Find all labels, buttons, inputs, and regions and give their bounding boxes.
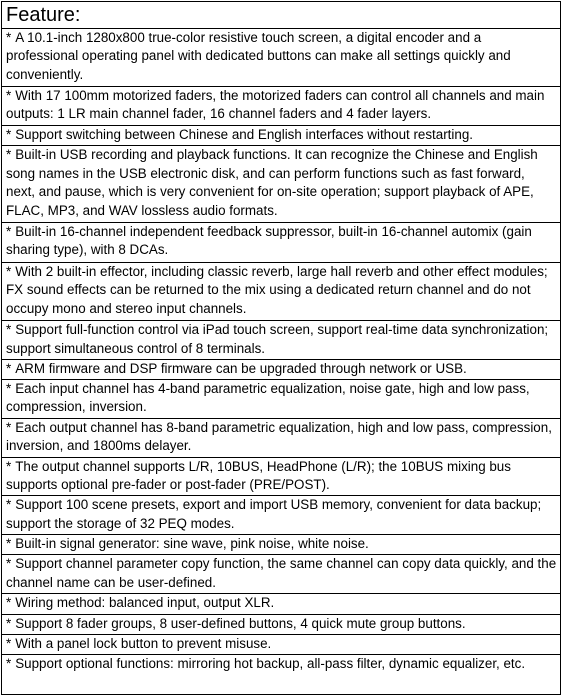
feature-text: Support full-function control via iPad touch screen, support real-time data synchronization; support simultaneous control of 8 terminals. bbox=[6, 322, 549, 356]
bullet-marker: * bbox=[6, 419, 12, 435]
feature-text: The output channel supports L/R, 10BUS, HeadPhone (L/R); the 10BUS mixing bus supports optional pre-fader or post-fader (PRE/POST). bbox=[6, 458, 511, 493]
feature-item bbox=[2, 634, 561, 654]
feature-row bbox=[2, 457, 561, 496]
feature-item bbox=[2, 379, 561, 418]
bullet-marker: * bbox=[6, 595, 12, 611]
bullet-marker: * bbox=[6, 380, 12, 396]
bullet-marker: * bbox=[6, 322, 12, 338]
feature-item bbox=[2, 146, 561, 223]
feature-text: Built-in USB recording and playback functions. It can recognize the Chinese and English song names in the USB electronic disk, and can perform functions such as fast forward, next, and pause, which is very convenient for on-site operation; support playback of APE, FLAC, MP3, and WAV lossless audio formats. bbox=[6, 147, 538, 218]
feature-item bbox=[2, 321, 561, 360]
feature-text: Wiring method: balanced input, output XLR. bbox=[15, 595, 275, 611]
feature-row bbox=[2, 614, 561, 634]
feature-item bbox=[2, 654, 561, 694]
feature-item bbox=[2, 496, 561, 535]
feature-item bbox=[2, 222, 561, 262]
feature-item bbox=[2, 594, 561, 614]
feature-row bbox=[2, 321, 561, 360]
heading-row bbox=[2, 2, 561, 29]
bullet-marker: * bbox=[6, 536, 12, 552]
feature-row bbox=[2, 654, 561, 694]
feature-row bbox=[2, 535, 561, 555]
feature-heading: Feature: bbox=[2, 2, 561, 29]
feature-row bbox=[2, 222, 561, 262]
bullet-marker: * bbox=[6, 635, 12, 651]
feature-item bbox=[2, 457, 561, 496]
feature-table bbox=[1, 1, 561, 695]
feature-text: ARM firmware and DSP firmware can be upgraded through network or USB. bbox=[15, 360, 467, 376]
feature-row bbox=[2, 28, 561, 86]
feature-item bbox=[2, 535, 561, 555]
feature-row bbox=[2, 262, 561, 320]
feature-text: Support 8 fader groups, 8 user-defined buttons, 4 quick mute group buttons. bbox=[15, 615, 466, 631]
feature-item bbox=[2, 614, 561, 634]
feature-row bbox=[2, 146, 561, 223]
feature-row bbox=[2, 555, 561, 594]
feature-item bbox=[2, 125, 561, 145]
feature-text: With 17 100mm motorized faders, the motorized faders can control all channels and main outputs: 1 LR main channel fader, 16 channel faders and 4 fader layers. bbox=[6, 87, 545, 122]
feature-item bbox=[2, 359, 561, 379]
feature-text: Each input channel has 4-band parametric equalization, noise gate, high and low pass, compression, inversion. bbox=[6, 380, 530, 415]
bullet-marker: * bbox=[6, 87, 12, 103]
feature-row bbox=[2, 359, 561, 379]
bullet-marker: * bbox=[6, 655, 12, 671]
feature-text: Support switching between Chinese and English interfaces without restarting. bbox=[15, 126, 473, 142]
bullet-marker: * bbox=[6, 556, 12, 572]
feature-text: Support optional functions: mirroring hot backup, all-pass filter, dynamic equalizer, etc. bbox=[15, 655, 526, 671]
bullet-marker: * bbox=[6, 615, 12, 631]
feature-row bbox=[2, 418, 561, 457]
bullet-marker: * bbox=[6, 458, 12, 474]
feature-text: Support 100 scene presets, export and import USB memory, convenient for data backup; support the storage of 32 PEQ modes. bbox=[6, 497, 542, 531]
feature-row bbox=[2, 634, 561, 654]
feature-item bbox=[2, 418, 561, 457]
bullet-marker: * bbox=[6, 360, 12, 376]
feature-text: A 10.1-inch 1280x800 true-color resistive touch screen, a digital encoder and a professional operating panel with dedicated buttons can make all settings quickly and conveniently. bbox=[6, 29, 511, 82]
feature-item bbox=[2, 555, 561, 594]
bullet-marker: * bbox=[6, 126, 12, 142]
feature-item bbox=[2, 262, 561, 320]
feature-text: Built-in 16-channel independent feedback suppressor, built-in 16-channel automix (gain sharing type), with 8 DCAs. bbox=[6, 223, 532, 258]
feature-text: Each output channel has 8-band parametric equalization, high and low pass, compression, inversion, and 1800ms delayer. bbox=[6, 419, 552, 454]
bullet-marker: * bbox=[6, 263, 12, 279]
feature-text: Built-in signal generator: sine wave, pink noise, white noise. bbox=[15, 536, 369, 552]
feature-text: Support channel parameter copy function, the same channel can copy data quickly, and the channel name can be user-defined. bbox=[6, 556, 557, 590]
bullet-marker: * bbox=[6, 147, 12, 163]
feature-item bbox=[2, 86, 561, 125]
bullet-marker: * bbox=[6, 497, 12, 513]
feature-row bbox=[2, 594, 561, 614]
feature-text: With a panel lock button to prevent misuse. bbox=[15, 635, 272, 651]
bullet-marker: * bbox=[6, 223, 12, 239]
feature-text: With 2 built-in effector, including classic reverb, large hall reverb and other effect modules; FX sound effects can be returned to the mix using a dedicated return channel and do not occupy mono and stereo input channels. bbox=[6, 263, 548, 316]
bullet-marker: * bbox=[6, 29, 12, 45]
feature-row bbox=[2, 379, 561, 418]
feature-row bbox=[2, 86, 561, 125]
feature-row bbox=[2, 125, 561, 145]
feature-item bbox=[2, 28, 561, 86]
feature-row bbox=[2, 496, 561, 535]
